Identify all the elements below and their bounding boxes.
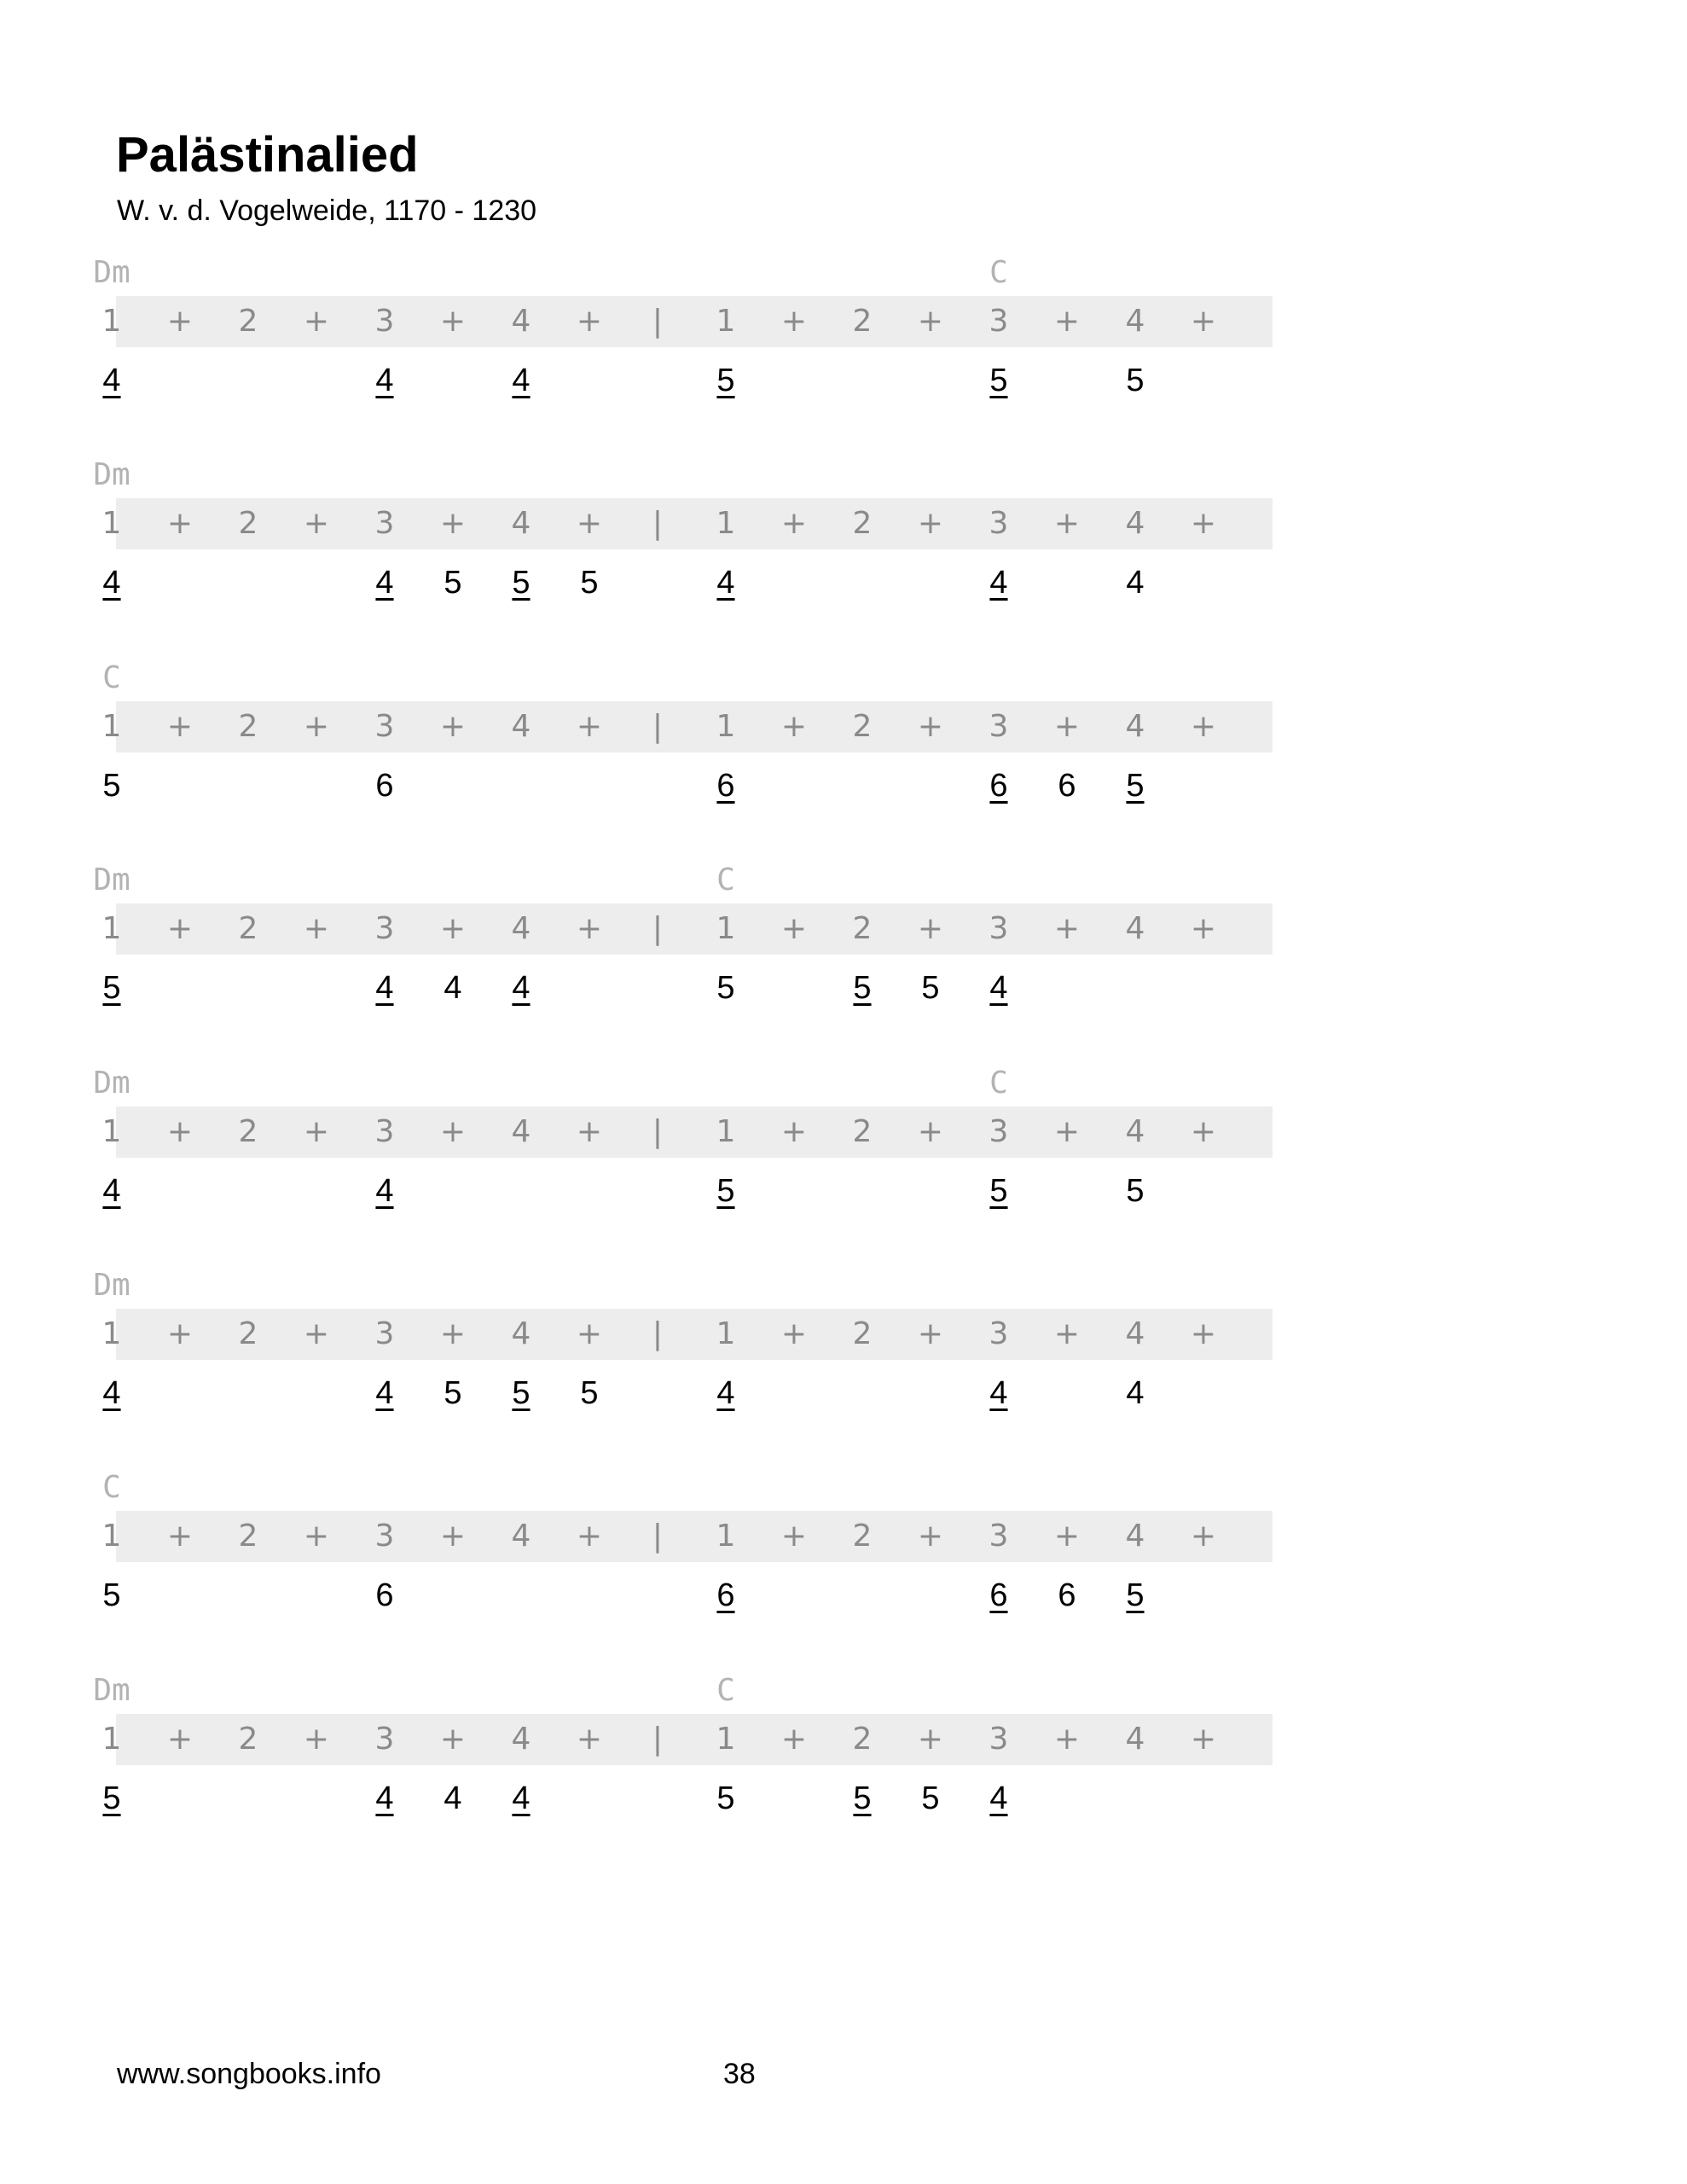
beat-label: + [576,506,603,541]
page-number: 38 [723,2058,756,2090]
note-text: 5 [102,768,121,804]
note-text: 5 [716,1173,735,1209]
beat-label: 4 [511,709,531,744]
beat-label: + [303,506,330,541]
note-text: 4 [512,970,530,1006]
beat-label: 2 [238,506,258,541]
beat-label: 4 [1125,1519,1145,1554]
note-text: 4 [989,1780,1008,1816]
beat-label: + [780,1722,808,1757]
beat-label: 1 [101,1722,122,1757]
beat-label: + [439,506,467,541]
note-text: 4 [512,1780,530,1816]
beat-label: + [166,304,194,339]
beat-label: + [166,1722,194,1757]
note-text: 5 [716,1780,735,1816]
beat-label: 2 [238,1316,258,1351]
beat-label: 4 [1125,1114,1145,1149]
note-number [692,1175,760,1207]
beat-label: + [576,1114,603,1149]
note-number [1101,1377,1169,1409]
beat-label: 3 [374,1519,395,1554]
beat-label: + [917,1722,944,1757]
beat-label: + [166,506,194,541]
note-number [965,1175,1033,1207]
beat-label: | [652,304,664,339]
beat-label: + [303,304,330,339]
note-text: 6 [716,1577,735,1613]
note-text: 4 [443,970,462,1006]
beat-label: + [303,1114,330,1149]
note-number [78,1782,146,1815]
note-number [487,1782,555,1815]
beat-label: + [1190,709,1217,744]
beat-label: + [780,1114,808,1149]
beat-label: + [917,1316,944,1351]
song-title: Palästinalied [116,127,419,183]
note-text: 6 [375,768,394,804]
beat-label: 2 [238,911,258,946]
beat-label: + [917,1114,944,1149]
note-text: 6 [375,1577,394,1613]
beat-label: 2 [238,1114,258,1149]
beat-label: + [780,1519,808,1554]
beat-label: 4 [1125,506,1145,541]
beat-label: 4 [511,911,531,946]
note-text: 6 [989,768,1008,804]
note-number [487,972,555,1004]
chord-label: Dm [93,1066,130,1101]
beat-label: + [576,1722,603,1757]
beat-label: + [1190,506,1217,541]
beat-label: 1 [716,1114,736,1149]
note-text: 5 [921,1780,940,1816]
note-number [419,972,487,1004]
beat-label: 3 [374,1114,395,1149]
beat-label: 4 [511,1316,531,1351]
note-text: 4 [375,1173,394,1209]
beat-label: + [166,1114,194,1149]
beat-label: 1 [101,1114,122,1149]
beat-label: + [1053,1114,1081,1149]
beat-label: 1 [716,1519,736,1554]
note-text: 6 [989,1577,1008,1613]
beat-label: 3 [988,1114,1009,1149]
beat-label: 1 [716,1316,736,1351]
beat-label: 1 [716,911,736,946]
beat-label: + [1053,1722,1081,1757]
beat-label: + [166,911,194,946]
beat-label: + [917,506,944,541]
beat-label: 4 [1125,1722,1145,1757]
note-text: 5 [580,1375,599,1411]
beat-label: 1 [101,506,122,541]
beat-label: 2 [238,709,258,744]
note-number [965,1782,1033,1815]
note-number [78,1377,146,1409]
note-text: 5 [853,970,872,1006]
beat-label: | [652,911,664,946]
beat-label: 3 [374,911,395,946]
note-number [351,566,419,599]
note-number [692,566,760,599]
note-text: 4 [512,363,530,398]
note-text: 5 [443,565,462,601]
beat-label: + [439,1114,467,1149]
beat-label: + [780,1316,808,1351]
beat-label: 4 [511,1519,531,1554]
chord-label: Dm [93,1268,130,1303]
beat-label: 1 [716,304,736,339]
note-number [351,972,419,1004]
beat-label: | [652,709,664,744]
beat-label: + [1053,1316,1081,1351]
beat-label: 3 [988,1722,1009,1757]
beat-label: 4 [511,506,531,541]
note-number [555,566,623,599]
note-text: 4 [375,565,394,601]
beat-label: 2 [852,911,872,946]
beat-label: 4 [1125,304,1145,339]
beat-label: + [917,709,944,744]
note-number [692,1377,760,1409]
note-text: 5 [580,565,599,601]
beat-label: 3 [988,506,1009,541]
beat-label: + [576,911,603,946]
note-number [78,566,146,599]
beat-label: 1 [716,1722,736,1757]
beat-label: + [1190,911,1217,946]
beat-label: 2 [852,1316,872,1351]
beat-label: + [439,1316,467,1351]
note-number [1101,1579,1169,1612]
chord-label: Dm [93,255,130,290]
beat-label: + [780,709,808,744]
note-text: 4 [102,565,121,601]
note-text: 5 [853,1780,872,1816]
note-text: 5 [102,1577,121,1613]
beat-label: + [303,911,330,946]
note-text: 5 [1126,1577,1145,1613]
beat-label: + [1053,709,1081,744]
beat-label: | [652,1114,664,1149]
note-text: 5 [716,363,735,398]
beat-label: + [1053,911,1081,946]
note-number [965,566,1033,599]
beat-label: | [652,506,664,541]
note-number [1101,566,1169,599]
note-number [487,1377,555,1409]
note-text: 5 [1126,768,1145,804]
note-text: 4 [716,1375,735,1411]
beat-label: 3 [374,1722,395,1757]
note-number [419,1377,487,1409]
beat-label: 1 [101,1316,122,1351]
chord-label: C [102,1470,121,1505]
note-number [78,972,146,1004]
beat-label: 2 [238,304,258,339]
note-text: 6 [1058,1577,1076,1613]
note-text: 6 [716,768,735,804]
beat-label: 4 [511,1722,531,1757]
chord-label: Dm [93,863,130,897]
note-number [692,972,760,1004]
beat-label: 1 [716,506,736,541]
note-text: 4 [989,970,1008,1006]
note-text: 5 [989,1173,1008,1209]
chord-label: C [989,255,1008,290]
beat-label: + [1053,506,1081,541]
chord-label: C [989,1066,1008,1101]
beat-label: 2 [852,304,872,339]
beat-label: 3 [988,1316,1009,1351]
note-number [351,770,419,802]
beat-label: 1 [101,304,122,339]
beat-label: 2 [852,1114,872,1149]
beat-label: 1 [101,709,122,744]
beat-label: 1 [716,709,736,744]
beat-label: 2 [238,1519,258,1554]
note-number [78,364,146,397]
beat-label: 3 [988,304,1009,339]
note-text: 5 [1126,1173,1145,1209]
beat-label: 3 [988,1519,1009,1554]
note-text: 5 [512,565,530,601]
beat-label: 2 [852,709,872,744]
note-text: 5 [921,970,940,1006]
footer-url: www.songbooks.info [117,2058,381,2090]
note-number [692,1782,760,1815]
note-number [965,1579,1033,1612]
song-subtitle: W. v. d. Vogelweide, 1170 - 1230 [117,195,537,227]
beat-label: | [652,1316,664,1351]
beat-label: 2 [852,1519,872,1554]
beat-label: + [439,1722,467,1757]
beat-label: | [652,1722,664,1757]
beat-label: + [917,304,944,339]
note-number [487,364,555,397]
chord-label: C [716,1673,735,1708]
chord-label: Dm [93,457,130,492]
note-number [828,972,896,1004]
chord-label: C [102,660,121,695]
note-text: 4 [989,565,1008,601]
note-text: 4 [102,1173,121,1209]
beat-label: | [652,1519,664,1554]
beat-label: + [576,1316,603,1351]
beat-label: + [1053,1519,1081,1554]
beat-label: 3 [374,506,395,541]
chord-label: C [716,863,735,897]
beat-label: + [166,1316,194,1351]
beat-label: + [1190,1316,1217,1351]
beat-label: + [576,304,603,339]
beat-label: + [166,1519,194,1554]
note-text: 4 [716,565,735,601]
note-text: 4 [443,1780,462,1816]
note-number [965,364,1033,397]
note-number [487,566,555,599]
note-text: 5 [443,1375,462,1411]
note-text: 4 [102,1375,121,1411]
beat-label: + [439,1519,467,1554]
beat-label: + [303,1316,330,1351]
beat-label: 4 [1125,911,1145,946]
note-text: 6 [1058,768,1076,804]
note-number [351,1579,419,1612]
note-text: 5 [716,970,735,1006]
note-text: 4 [989,1375,1008,1411]
note-number [351,1377,419,1409]
note-number [692,1579,760,1612]
note-number [351,1782,419,1815]
note-text: 4 [102,363,121,398]
beat-label: + [1190,1114,1217,1149]
beat-label: + [166,709,194,744]
note-number [965,1377,1033,1409]
beat-label: + [303,709,330,744]
beat-label: 3 [374,1316,395,1351]
note-text: 5 [512,1375,530,1411]
beat-label: + [439,911,467,946]
note-number [692,364,760,397]
beat-label: + [439,709,467,744]
note-number [351,1175,419,1207]
beat-label: 3 [374,709,395,744]
beat-label: + [439,304,467,339]
note-number [78,1175,146,1207]
beat-label: 2 [238,1722,258,1757]
note-number [555,1377,623,1409]
beat-label: 4 [511,1114,531,1149]
beat-label: + [576,709,603,744]
note-text: 4 [375,1780,394,1816]
note-text: 4 [375,1375,394,1411]
beat-label: 4 [1125,1316,1145,1351]
beat-label: 1 [101,1519,122,1554]
note-number [419,566,487,599]
note-text: 5 [989,363,1008,398]
beat-label: 4 [1125,709,1145,744]
beat-label: 3 [374,304,395,339]
note-text: 4 [1126,1375,1145,1411]
beat-label: 3 [988,911,1009,946]
beat-label: + [780,304,808,339]
beat-label: + [303,1722,330,1757]
note-text: 5 [102,970,121,1006]
beat-label: + [576,1519,603,1554]
beat-label: + [303,1519,330,1554]
note-number [965,770,1033,802]
beat-label: 2 [852,1722,872,1757]
note-text: 5 [102,1780,121,1816]
beat-label: 4 [511,304,531,339]
note-number [1033,770,1101,802]
beat-label: + [1053,304,1081,339]
beat-label: + [1190,1519,1217,1554]
note-number [896,1782,965,1815]
beat-label: 2 [852,506,872,541]
note-number [828,1782,896,1815]
beat-label: 1 [101,911,122,946]
note-number [351,364,419,397]
note-text: 5 [1126,363,1145,398]
note-number [1101,1175,1169,1207]
note-number [965,972,1033,1004]
beat-label: + [1190,1722,1217,1757]
note-number [78,770,146,802]
beat-label: + [780,911,808,946]
note-number [78,1579,146,1612]
note-number [692,770,760,802]
beat-label: + [917,1519,944,1554]
note-number [419,1782,487,1815]
note-number [896,972,965,1004]
beat-label: + [780,506,808,541]
note-text: 4 [375,363,394,398]
note-text: 4 [375,970,394,1006]
note-text: 4 [1126,565,1145,601]
chord-label: Dm [93,1673,130,1708]
note-number [1033,1579,1101,1612]
beat-label: 3 [988,709,1009,744]
note-number [1101,364,1169,397]
beat-label: + [917,911,944,946]
note-number [1101,770,1169,802]
beat-label: + [1190,304,1217,339]
